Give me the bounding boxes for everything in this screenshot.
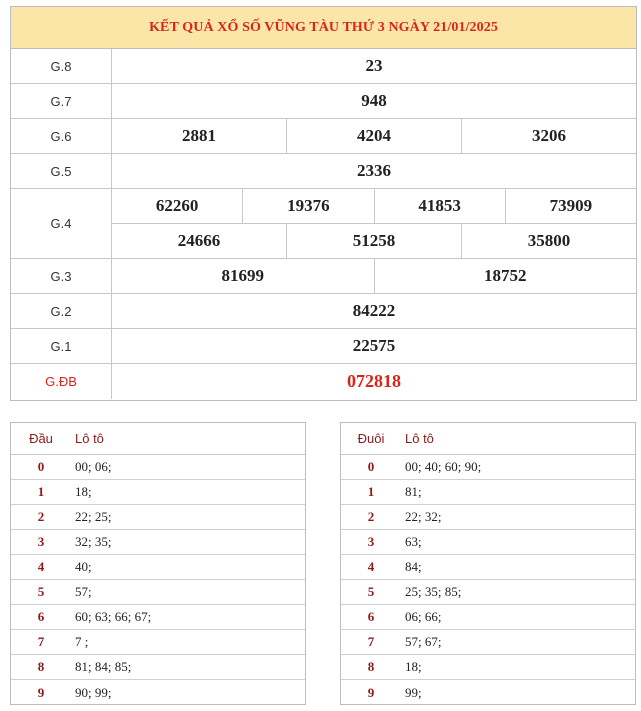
column-header-loto: Lô tô bbox=[405, 431, 434, 446]
row-key: 2 bbox=[367, 509, 375, 524]
prize-label: G.4 bbox=[11, 189, 112, 258]
row-value: 60; 63; 66; 67; bbox=[75, 609, 152, 624]
row-key: 8 bbox=[37, 659, 45, 674]
table-row bbox=[341, 580, 635, 605]
row-key: 4 bbox=[367, 559, 375, 574]
column-header-loto: Lô tô bbox=[75, 431, 104, 446]
row-value: 40; bbox=[75, 559, 92, 574]
prize-label: G.6 bbox=[11, 119, 112, 153]
prize-label: G.1 bbox=[11, 329, 112, 363]
row-value: 22; 25; bbox=[75, 509, 112, 524]
row-key: 5 bbox=[37, 584, 45, 599]
prize-row-g1 bbox=[11, 329, 636, 364]
row-key: 9 bbox=[367, 684, 375, 700]
prize-row-g5 bbox=[11, 154, 636, 189]
duoi-loto-table bbox=[340, 422, 636, 705]
row-key: 9 bbox=[37, 684, 45, 700]
row-key: 2 bbox=[37, 509, 45, 524]
row-value: 84; bbox=[405, 559, 422, 574]
table-row bbox=[11, 655, 305, 680]
prize-label: G.2 bbox=[11, 294, 112, 328]
row-value: 25; 35; 85; bbox=[405, 584, 462, 599]
row-key: 7 bbox=[37, 634, 45, 649]
row-value: 81; 84; 85; bbox=[75, 659, 132, 674]
prize-label: G.3 bbox=[11, 259, 112, 293]
prize-row-g7 bbox=[11, 84, 636, 119]
prize-row-g2 bbox=[11, 294, 636, 329]
row-key: 0 bbox=[367, 459, 375, 474]
table-row bbox=[341, 680, 635, 705]
row-key: 1 bbox=[37, 484, 45, 499]
table-row bbox=[341, 530, 635, 555]
dau-loto-table bbox=[10, 422, 306, 705]
row-value: 57; 67; bbox=[405, 634, 442, 649]
row-value: 18; bbox=[405, 659, 422, 674]
prize-label: G.5 bbox=[11, 154, 112, 188]
table-row bbox=[341, 455, 635, 480]
row-key: 3 bbox=[37, 534, 45, 549]
prize-number: 24666 bbox=[177, 231, 221, 250]
duoi-table-header bbox=[341, 423, 635, 455]
row-key: 1 bbox=[367, 484, 375, 499]
prize-number: 18752 bbox=[374, 259, 637, 293]
table-row bbox=[11, 630, 305, 655]
table-row bbox=[11, 555, 305, 580]
prize-number: 19376 bbox=[242, 189, 373, 223]
prize-number: 81699 bbox=[221, 266, 264, 285]
column-header-duoi: Đuôi bbox=[357, 431, 385, 446]
row-value: 7 ; bbox=[75, 634, 89, 649]
row-value: 32; 35; bbox=[75, 534, 112, 549]
special-prize-number: 072818 bbox=[347, 371, 401, 391]
row-key: 6 bbox=[37, 609, 45, 624]
table-row bbox=[341, 605, 635, 630]
row-value: 57; bbox=[75, 584, 92, 599]
prize-number: 4204 bbox=[286, 119, 461, 153]
row-value: 81; bbox=[405, 484, 422, 499]
prize-label: G.7 bbox=[11, 84, 112, 118]
row-key: 7 bbox=[367, 634, 375, 649]
table-row bbox=[341, 630, 635, 655]
prize-row-g6 bbox=[11, 119, 636, 154]
table-row bbox=[11, 605, 305, 630]
column-header-dau: Đầu bbox=[29, 431, 53, 446]
row-key: 3 bbox=[367, 534, 375, 549]
prize-number: 84222 bbox=[352, 301, 396, 320]
prize-number: 62260 bbox=[155, 196, 199, 215]
prize-row-g8 bbox=[11, 49, 636, 84]
prize-number: 2881 bbox=[182, 126, 216, 145]
results-title: KẾT QUẢ XỔ SỐ VŨNG TÀU THỨ 3 NGÀY 21/01/2025 bbox=[11, 7, 636, 49]
dau-table-header bbox=[11, 423, 305, 455]
table-row bbox=[11, 530, 305, 555]
prize-row-g4 bbox=[11, 189, 636, 259]
results-table bbox=[10, 6, 637, 401]
row-key: 0 bbox=[37, 459, 45, 474]
table-row bbox=[11, 680, 305, 705]
row-value: 22; 32; bbox=[405, 509, 442, 524]
table-row bbox=[341, 505, 635, 530]
prize-number: 2336 bbox=[357, 161, 391, 180]
row-value: 99; bbox=[405, 684, 422, 700]
row-key: 8 bbox=[367, 659, 375, 674]
table-row bbox=[11, 505, 305, 530]
table-row bbox=[11, 455, 305, 480]
prize-label: G.8 bbox=[11, 49, 112, 83]
row-value: 90; 99; bbox=[75, 684, 112, 700]
prize-number: 948 bbox=[361, 91, 387, 110]
prize-row-g3 bbox=[11, 259, 636, 294]
row-value: 00; 06; bbox=[75, 459, 112, 474]
table-row bbox=[341, 480, 635, 505]
table-row bbox=[341, 655, 635, 680]
row-value: 00; 40; 60; 90; bbox=[405, 459, 482, 474]
prize-number: 73909 bbox=[505, 189, 636, 223]
row-key: 4 bbox=[37, 559, 45, 574]
row-key: 5 bbox=[367, 584, 375, 599]
table-row bbox=[11, 580, 305, 605]
table-row bbox=[11, 480, 305, 505]
row-value: 18; bbox=[75, 484, 92, 499]
row-key: 6 bbox=[367, 609, 375, 624]
row-value: 06; 66; bbox=[405, 609, 442, 624]
prize-number: 41853 bbox=[374, 189, 505, 223]
row-value: 63; bbox=[405, 534, 422, 549]
prize-label: G.ĐB bbox=[11, 364, 112, 399]
prize-row-special bbox=[11, 364, 636, 399]
prize-number: 51258 bbox=[286, 224, 461, 258]
prize-number: 22575 bbox=[352, 336, 396, 355]
prize-number: 35800 bbox=[461, 224, 636, 258]
prize-number: 3206 bbox=[461, 119, 636, 153]
table-row bbox=[341, 555, 635, 580]
prize-number: 23 bbox=[365, 56, 383, 75]
